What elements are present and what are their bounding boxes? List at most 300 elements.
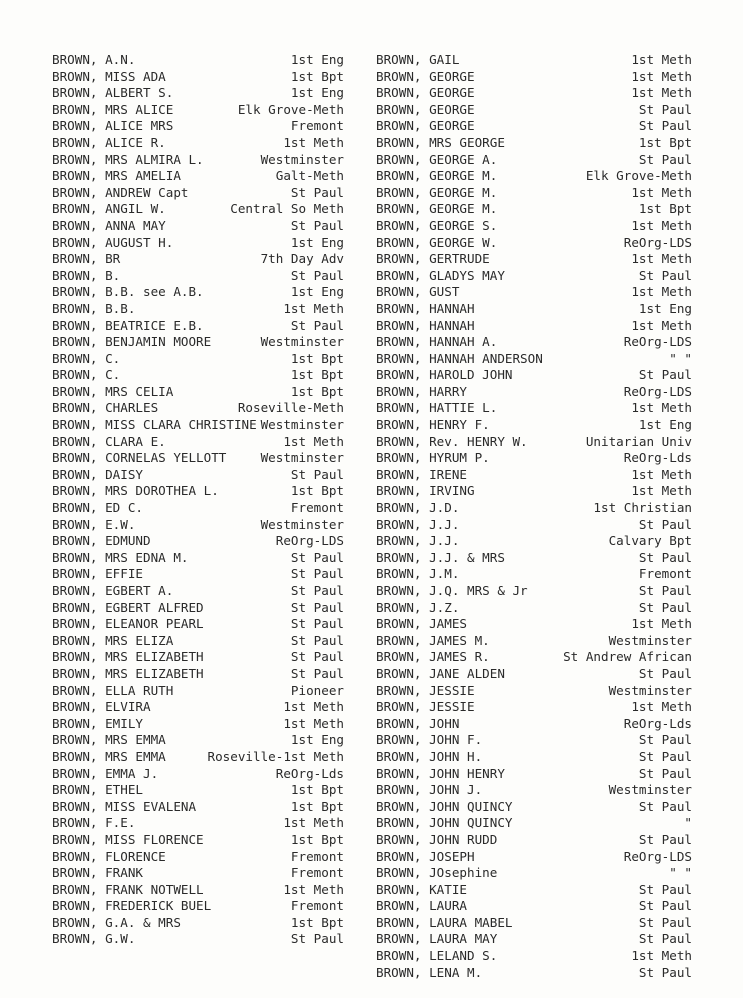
directory-entry	[52, 666, 344, 683]
entry-name: BROWN, EFFIE	[52, 566, 143, 582]
directory-entry	[52, 467, 344, 484]
directory-entry	[376, 533, 692, 550]
entry-church: Westminster	[608, 632, 692, 648]
directory-entry	[52, 201, 344, 218]
directory-entry	[376, 334, 692, 351]
entry-church: St Paul	[638, 765, 692, 781]
directory-entry	[376, 500, 692, 517]
entry-name: BROWN, ANGIL W.	[52, 201, 166, 217]
entry-name: BROWN, CLARA E.	[52, 433, 166, 449]
entry-name: BROWN, GEORGE A.	[376, 151, 498, 167]
entry-church: Fremont	[290, 848, 344, 864]
entry-church: " "	[669, 350, 692, 366]
entry-church: St Paul	[638, 583, 692, 598]
directory-entry	[376, 85, 692, 102]
directory-entry	[52, 434, 344, 451]
entry-church: St Paul	[638, 516, 692, 532]
directory-entry	[52, 52, 344, 69]
entry-name: BROWN, ALBERT S.	[52, 85, 174, 101]
directory-entry	[52, 152, 344, 169]
entry-name: BROWN, A.N.	[52, 52, 136, 67]
entry-name: BROWN, GEORGE	[376, 85, 475, 101]
entry-church: 1st Bpt	[638, 201, 692, 217]
entry-church: St Paul	[638, 898, 692, 914]
entry-church: 1st Meth	[631, 616, 692, 632]
directory-entry	[376, 931, 692, 948]
entry-church: ReOrg-LDS	[275, 533, 344, 549]
entry-name: BROWN, GEORGE M.	[376, 201, 498, 217]
directory-entry	[376, 616, 692, 633]
entry-name: BROWN, MISS CLARA CHRISTINE	[52, 417, 257, 433]
entry-church: St Paul	[638, 118, 692, 134]
entry-church: 1st Eng	[290, 284, 344, 300]
entry-name: BROWN, GLADYS MAY	[376, 267, 505, 283]
directory-entry	[376, 766, 692, 783]
entry-name: BROWN, MRS EMMA	[52, 748, 166, 764]
entry-name: BROWN, ELEANOR PEARL	[52, 616, 204, 632]
directory-entry	[376, 218, 692, 235]
directory-entry	[376, 434, 692, 451]
entry-church: St Paul	[638, 964, 692, 980]
directory-entry	[376, 351, 692, 368]
entry-name: BROWN, ELVIRA	[52, 699, 151, 715]
entry-name: BROWN, HAROLD JOHN	[376, 367, 513, 383]
entry-church: 1st Meth	[631, 85, 692, 101]
entry-church: 1st Eng	[638, 417, 692, 433]
entry-name: BROWN, MISS EVALENA	[52, 798, 197, 814]
entry-church: St Paul	[290, 599, 344, 615]
entry-name: BROWN, LELAND S.	[376, 948, 498, 964]
directory-entry	[376, 600, 692, 617]
entry-church: St Paul	[290, 549, 344, 565]
entry-church: 1st Eng	[290, 234, 344, 250]
entry-church: ReOrg-Lds	[275, 765, 344, 781]
entry-church: 1st Bpt	[290, 831, 344, 847]
directory-entry	[52, 235, 344, 252]
directory-entry	[376, 948, 692, 965]
entry-name: BROWN, MRS EDNA M.	[52, 549, 189, 565]
entry-church: ReOrg-LDS	[623, 334, 692, 350]
entry-name: BROWN, MRS EMMA	[52, 732, 166, 748]
entry-name: BROWN, ALICE R.	[52, 134, 166, 150]
directory-entry	[376, 799, 692, 816]
entry-name: BROWN, MRS AMELIA	[52, 168, 181, 184]
entry-church: St Paul	[638, 549, 692, 565]
entry-name: BROWN, KATIE	[376, 881, 467, 897]
entry-name: BROWN, LENA M.	[376, 964, 483, 980]
entry-name: BROWN, JOHN QUINCY	[376, 815, 513, 831]
entry-church: Westminster	[260, 417, 344, 433]
entry-name: BROWN, J.J. & MRS	[376, 549, 505, 565]
entry-name: BROWN, MRS CELIA	[52, 383, 174, 399]
entry-name: BROWN, G.W.	[52, 931, 136, 947]
entry-name: BROWN, JANE ALDEN	[376, 665, 505, 681]
entry-name: BROWN, J.Q. MRS & Jr	[376, 583, 528, 598]
entry-church: St Paul	[290, 466, 344, 482]
entry-name: BROWN, JESSIE	[376, 682, 475, 698]
entry-church: Pioneer	[290, 682, 344, 698]
directory-entry	[52, 318, 344, 335]
entry-name: BROWN, GEORGE S.	[376, 217, 498, 233]
entry-name: BROWN, JAMES M.	[376, 632, 490, 648]
directory-entry	[52, 301, 344, 318]
directory-entry	[52, 483, 344, 500]
directory-entry	[376, 69, 692, 86]
directory-entry	[52, 600, 344, 617]
entry-church: "	[684, 815, 692, 831]
directory-entry	[376, 633, 692, 650]
entry-church: 1st Meth	[631, 466, 692, 482]
directory-entry	[376, 483, 692, 500]
entry-name: BROWN, GEORGE M.	[376, 168, 498, 184]
directory-entry	[376, 235, 692, 252]
entry-name: BROWN, JOHN J.	[376, 782, 483, 798]
directory-entry	[52, 931, 344, 948]
directory-entry	[376, 135, 692, 152]
entry-church: St Paul	[638, 748, 692, 764]
entry-name: BROWN, EMILY	[52, 715, 143, 731]
entry-name: BROWN, MRS ALICE	[52, 101, 174, 117]
directory-entry	[376, 882, 692, 899]
entry-church: Westminster	[608, 782, 692, 798]
directory-entry	[52, 351, 344, 368]
entry-church: 1st Meth	[631, 317, 692, 333]
directory-entry	[376, 865, 692, 882]
entry-church: St Paul	[290, 267, 344, 283]
entry-church: St Paul	[290, 184, 344, 200]
entry-name: BROWN, C.	[52, 367, 121, 383]
entry-church: 1st Christian	[593, 500, 692, 516]
entry-name: BROWN, ELLA RUTH	[52, 682, 174, 698]
directory-entry	[376, 201, 692, 218]
directory-entry	[376, 732, 692, 749]
entry-church: 1st Bpt	[638, 134, 692, 150]
directory-entry	[52, 135, 344, 152]
entry-church: ReOrg-LDS	[623, 383, 692, 399]
entry-church: St Paul	[638, 831, 692, 847]
directory-entry	[52, 400, 344, 417]
entry-church: 1st Meth	[631, 284, 692, 300]
entry-name: BROWN, MRS ELIZABETH	[52, 665, 204, 681]
entry-name: BROWN, J.J.	[376, 533, 460, 549]
entry-church: St Paul	[638, 914, 692, 930]
entry-name: BROWN, FREDERICK BUEL	[52, 898, 212, 914]
entry-name: BROWN, BENJAMIN MOORE	[52, 334, 212, 350]
entry-name: BROWN, JAMES	[376, 616, 467, 632]
entry-church: 1st Meth	[283, 433, 344, 449]
entry-name: BROWN, GEORGE	[376, 68, 475, 84]
entry-church: St Paul	[638, 931, 692, 947]
directory-entry	[376, 52, 692, 69]
directory-entry	[52, 915, 344, 932]
entry-name: BROWN, LAURA MAY	[376, 931, 498, 947]
directory-entry	[376, 417, 692, 434]
entry-name: BROWN, IRENE	[376, 466, 467, 482]
entry-church: Westminster	[260, 450, 344, 466]
directory-entry	[52, 168, 344, 185]
directory-entry	[376, 318, 692, 335]
entry-name: BROWN, MRS ELIZABETH	[52, 649, 204, 665]
entry-name: BROWN, JOHN H.	[376, 748, 483, 764]
directory-entry	[52, 683, 344, 700]
directory-entry	[52, 633, 344, 650]
entry-name: BROWN, BR	[52, 251, 121, 267]
entry-church: St Paul	[290, 583, 344, 598]
entry-name: BROWN, J.Z.	[376, 599, 460, 615]
entry-name: BROWN, HATTIE L.	[376, 400, 498, 416]
entry-church: 1st Bpt	[290, 367, 344, 383]
entry-name: BROWN, JOHN HENRY	[376, 765, 505, 781]
entry-name: BROWN, EMMA J.	[52, 765, 159, 781]
right-column	[376, 52, 692, 981]
entry-name: BROWN, ETHEL	[52, 782, 143, 798]
entry-name: BROWN, MISS FLORENCE	[52, 831, 204, 847]
directory-entry	[376, 251, 692, 268]
directory-entry	[52, 450, 344, 467]
directory-entry	[376, 683, 692, 700]
entry-church: St Paul	[638, 599, 692, 615]
entry-name: BROWN, E.W.	[52, 516, 136, 532]
directory-entry	[52, 782, 344, 799]
entry-church: " "	[669, 865, 692, 881]
entry-name: BROWN, LAURA MABEL	[376, 914, 513, 930]
entry-church: St Paul	[290, 217, 344, 233]
directory-entry	[376, 815, 692, 832]
entry-church: Roseville-Meth	[237, 400, 344, 416]
entry-name: BROWN, MISS ADA	[52, 68, 166, 84]
entry-name: BROWN, EGBERT ALFRED	[52, 599, 204, 615]
entry-church: 1st Meth	[283, 300, 344, 316]
entry-church: St Paul	[638, 881, 692, 897]
entry-church: St Paul	[638, 665, 692, 681]
directory-entry	[376, 965, 692, 982]
directory-entry	[52, 882, 344, 899]
directory-entry	[52, 566, 344, 583]
entry-church: 1st Eng	[638, 300, 692, 316]
entry-church: 1st Meth	[631, 948, 692, 964]
entry-name: BROWN, MRS ALMIRA L.	[52, 151, 204, 167]
directory-entry	[52, 85, 344, 102]
entry-name: BROWN, G.A. & MRS	[52, 914, 181, 930]
directory-entry	[376, 185, 692, 202]
directory-entry	[376, 716, 692, 733]
entry-church: 1st Bpt	[290, 383, 344, 399]
entry-church: Westminster	[260, 151, 344, 167]
entry-church: 1st Meth	[631, 68, 692, 84]
entry-name: BROWN, GEORGE	[376, 118, 475, 134]
directory-entry	[376, 699, 692, 716]
entry-name: BROWN, JOHN F.	[376, 732, 483, 748]
entry-church: St Paul	[638, 151, 692, 167]
entry-church: St Paul	[638, 732, 692, 748]
entry-church: Galt-Meth	[275, 168, 344, 184]
entry-church: St Paul	[638, 267, 692, 283]
entry-church: 1st Bpt	[290, 483, 344, 499]
entry-church: St Paul	[638, 798, 692, 814]
entry-church: 1st Meth	[283, 715, 344, 731]
entry-church: St Paul	[638, 367, 692, 383]
entry-name: BROWN, FLORENCE	[52, 848, 166, 864]
entry-church: Unitarian Univ	[585, 433, 692, 449]
entry-name: BROWN, ALICE MRS	[52, 118, 174, 134]
directory-entry	[376, 849, 692, 866]
entry-name: BROWN, FRANK NOTWELL	[52, 881, 204, 897]
directory-entry	[52, 616, 344, 633]
entry-church: 1st Eng	[290, 732, 344, 748]
entry-name: BROWN, DAISY	[52, 466, 143, 482]
entry-name: BROWN, JOHN	[376, 715, 460, 731]
entry-name: BROWN, JAMES R.	[376, 649, 490, 665]
entry-church: St Paul	[290, 632, 344, 648]
entry-name: BROWN, ANNA MAY	[52, 217, 166, 233]
directory-entry	[52, 716, 344, 733]
entry-church: Elk Grove-Meth	[585, 168, 692, 184]
entry-name: BROWN, J.D.	[376, 500, 460, 516]
directory-entry	[376, 782, 692, 799]
directory-entry	[376, 367, 692, 384]
entry-church: 7th Day Adv	[260, 251, 344, 267]
entry-church: St Paul	[290, 665, 344, 681]
entry-name: BROWN, J.M.	[376, 566, 460, 582]
directory-entry	[52, 69, 344, 86]
directory-entry	[52, 218, 344, 235]
directory-entry	[52, 500, 344, 517]
entry-church: St Paul	[290, 931, 344, 947]
directory-entry	[52, 417, 344, 434]
entry-church: St Paul	[290, 566, 344, 582]
entry-name: BROWN, HANNAH A.	[376, 334, 498, 350]
directory-entry	[376, 450, 692, 467]
entry-name: BROWN, JOsephine	[376, 865, 498, 881]
entry-church: St Paul	[638, 101, 692, 117]
entry-church: 1st Meth	[283, 134, 344, 150]
entry-church: ReOrg-LDS	[623, 234, 692, 250]
entry-name: BROWN, BEATRICE E.B.	[52, 317, 204, 333]
entry-name: BROWN, GUST	[376, 284, 460, 300]
entry-name: BROWN, LAURA	[376, 898, 467, 914]
directory-entry	[376, 832, 692, 849]
entry-church: St Paul	[290, 649, 344, 665]
directory-entry	[376, 467, 692, 484]
entry-name: BROWN, JOSEPH	[376, 848, 475, 864]
entry-name: BROWN, F.E.	[52, 815, 136, 831]
entry-name: BROWN, HARRY	[376, 383, 467, 399]
entry-church: Roseville-1st Meth	[207, 748, 344, 764]
directory-entry	[376, 749, 692, 766]
entry-church: St Paul	[290, 317, 344, 333]
directory-entry	[376, 102, 692, 119]
entry-church: Fremont	[290, 865, 344, 881]
entry-name: BROWN, GAIL	[376, 52, 460, 67]
directory-entry	[52, 649, 344, 666]
entry-church: 1st Bpt	[290, 68, 344, 84]
directory-entry	[52, 766, 344, 783]
entry-church: 1st Eng	[290, 85, 344, 101]
directory-entry	[52, 284, 344, 301]
entry-church: Central So Meth	[230, 201, 344, 217]
directory-entry	[52, 898, 344, 915]
entry-church: Westminster	[260, 516, 344, 532]
entry-name: BROWN, J.J.	[376, 516, 460, 532]
entry-church: St Andrew African	[563, 649, 692, 665]
entry-church: 1st Bpt	[290, 914, 344, 930]
entry-church: 1st Meth	[283, 881, 344, 897]
entry-church: 1st Meth	[631, 483, 692, 499]
directory-entry	[376, 517, 692, 534]
entry-church: Elk Grove-Meth	[237, 101, 344, 117]
entry-name: BROWN, GEORGE W.	[376, 234, 498, 250]
entry-name: BROWN, B.B. see A.B.	[52, 284, 204, 300]
directory-entry	[376, 284, 692, 301]
directory-entry	[376, 915, 692, 932]
entry-church: Fremont	[290, 898, 344, 914]
entry-church: 1st Bpt	[290, 350, 344, 366]
directory-entry	[376, 550, 692, 567]
entry-name: BROWN, MRS DOROTHEA L.	[52, 483, 219, 499]
directory-entry	[376, 268, 692, 285]
entry-name: BROWN, C.	[52, 350, 121, 366]
entry-name: BROWN, HANNAH ANDERSON	[376, 350, 543, 366]
entry-name: BROWN, GERTRUDE	[376, 251, 490, 267]
entry-name: BROWN, B.B.	[52, 300, 136, 316]
entry-name: BROWN, EDMUND	[52, 533, 151, 549]
entry-name: BROWN, EGBERT A.	[52, 583, 174, 598]
entry-name: BROWN, HYRUM P.	[376, 450, 490, 466]
directory-entry	[376, 152, 692, 169]
entry-name: BROWN, IRVING	[376, 483, 475, 499]
directory-entry	[52, 799, 344, 816]
entry-church: Westminster	[608, 682, 692, 698]
entry-name: BROWN, CHARLES	[52, 400, 159, 416]
entry-church: 1st Meth	[631, 184, 692, 200]
left-column	[52, 52, 344, 948]
entry-church: 1st Meth	[283, 699, 344, 715]
entry-name: BROWN, FRANK	[52, 865, 143, 881]
directory-entry	[52, 185, 344, 202]
entry-name: BROWN, HENRY F.	[376, 417, 490, 433]
entry-name: BROWN, JOHN QUINCY	[376, 798, 513, 814]
entry-church: 1st Eng	[290, 52, 344, 67]
directory-entry	[52, 699, 344, 716]
entry-church: Westminster	[260, 334, 344, 350]
entry-church: 1st Meth	[631, 400, 692, 416]
directory-entry	[52, 583, 344, 600]
directory-entry	[52, 865, 344, 882]
entry-church: 1st Meth	[631, 52, 692, 67]
directory-entry	[376, 583, 692, 600]
entry-name: BROWN, B.	[52, 267, 121, 283]
directory-entry	[376, 118, 692, 135]
entry-church: 1st Meth	[631, 699, 692, 715]
entry-name: BROWN, Rev. HENRY W.	[376, 433, 528, 449]
entry-church: ReOrg-LDS	[623, 848, 692, 864]
entry-name: BROWN, JESSIE	[376, 699, 475, 715]
directory-entry	[52, 384, 344, 401]
entry-name: BROWN, MRS GEORGE	[376, 134, 505, 150]
entry-church: ReOrg-Lds	[623, 715, 692, 731]
entry-name: BROWN, HANNAH	[376, 300, 475, 316]
entry-name: BROWN, GEORGE M.	[376, 184, 498, 200]
directory-entry	[52, 102, 344, 119]
entry-name: BROWN, HANNAH	[376, 317, 475, 333]
directory-entry	[52, 517, 344, 534]
entry-name: BROWN, ANDREW Capt	[52, 184, 189, 200]
directory-entry	[52, 334, 344, 351]
entry-name: BROWN, ED C.	[52, 500, 143, 516]
entry-church: 1st Meth	[283, 815, 344, 831]
entry-church: 1st Bpt	[290, 798, 344, 814]
directory-entry	[52, 732, 344, 749]
